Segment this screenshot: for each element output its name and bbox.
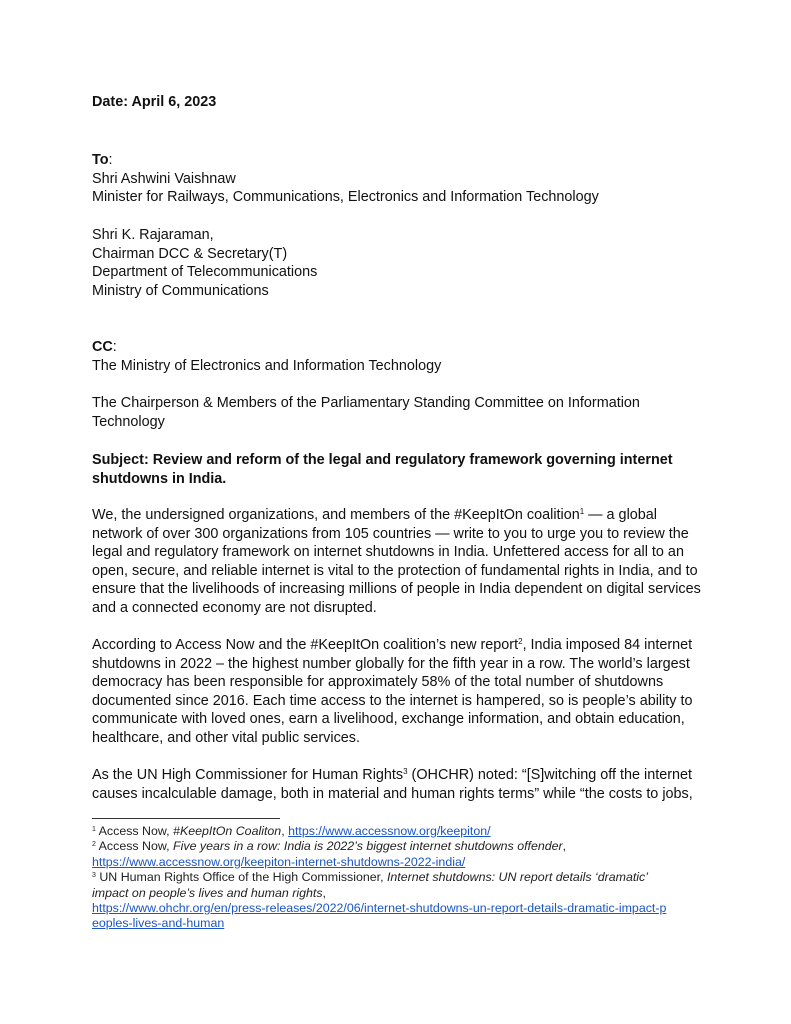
footnote-1-link[interactable]: https://www.accessnow.org/keepiton/	[288, 824, 491, 838]
footnote-1	[92, 824, 712, 839]
paragraph-1-text: We, the undersigned organizations, and members of the #KeepItOn coalition	[92, 507, 580, 523]
paragraph-3-text: As the UN High Commissioner for Human Rights	[92, 767, 404, 783]
footnote-3-title-line-2: impact on people’s lives and human rights	[92, 885, 323, 900]
cc-block	[92, 338, 712, 375]
recipient-2-ministry: Ministry of Communications	[92, 282, 269, 299]
date-line: Date: April 6, 2023	[92, 94, 217, 110]
subject-block	[92, 451, 712, 488]
paragraph-1-line-6: and a connected economy are not disrupted.	[92, 599, 377, 616]
footnote-1-sep: ,	[281, 824, 289, 838]
footnote-3-link-part-2[interactable]: eoples-lives-and-human	[92, 916, 225, 931]
recipient-2-block	[92, 226, 712, 300]
date-block	[92, 93, 712, 112]
footnote-2-title: Five years in a row: India is 2022’s biggest internet shutdowns offender	[173, 839, 563, 854]
recipient-2-title: Chairman DCC & Secretary(T)	[92, 245, 288, 262]
paragraph-2-line-4: documented since 2016. Each time access to the internet is hampered, so is people’s ability to	[92, 692, 693, 709]
cc-entry-2-line-1: The Chairperson & Members of the Parliamentary Standing Committee on Information	[92, 395, 640, 411]
cc-entry-2-line-2: Technology	[92, 413, 165, 430]
to-label: To	[92, 152, 109, 168]
footnote-3-number: 3	[92, 872, 96, 880]
paragraph-1-line-5: ensure that the livelihoods of increasing millions of people in India dependent on digital services	[92, 581, 701, 598]
paragraph-2-line-2: shutdowns in 2022 – the highest number globally for the fifth year in a row. The world’s largest	[92, 655, 690, 672]
cc-entry-1: The Ministry of Electronics and Information Technology	[92, 357, 442, 374]
recipient-2-name: Shri K. Rajaraman,	[92, 227, 214, 243]
paragraph-1	[92, 506, 712, 618]
footnote-3-link-line-2	[92, 916, 712, 931]
recipient-2-department: Department of Telecommunications	[92, 264, 318, 281]
footnotes	[92, 824, 712, 932]
footnote-1-number: 1	[92, 826, 96, 833]
paragraph-3-text-cont: (OHCHR) noted: “[S]witching off the internet	[407, 767, 693, 783]
paragraph-2-text: According to Access Now and the #KeepItOn coalition’s new report	[92, 637, 519, 653]
footnote-2	[92, 839, 712, 854]
footnote-3-title-line-1: Internet shutdowns: UN report details ‘dramatic’	[386, 870, 648, 885]
footnote-3-link-line-1	[92, 901, 712, 916]
paragraph-3-line-2: causes incalculable damage, both in material and human rights terms” while “the costs to jobs,	[92, 785, 693, 802]
cc-colon: :	[112, 339, 117, 355]
footnote-3-link-part-1[interactable]: https://www.ohchr.org/en/press-releases/2022/06/internet-shutdowns-un-report-details-dramatic-impact-p	[92, 901, 667, 916]
footnote-3-source: UN Human Rights Office of the High Commissioner,	[95, 870, 387, 885]
paragraph-2-line-1	[92, 636, 712, 655]
footnote-3-sep: ,	[322, 885, 326, 900]
paragraph-1-line-2: network of over 300 organizations from 105 countries — write to you to urge you to review the	[92, 525, 689, 542]
to-block	[92, 151, 712, 207]
paragraph-3-line-1	[92, 766, 712, 785]
paragraph-2-text-cont: , India imposed 84 internet	[522, 637, 693, 653]
paragraph-2-line-3: democracy has been responsible for approximately 58% of the total number of shutdowns	[92, 674, 664, 691]
cc-heading	[92, 338, 712, 357]
paragraph-1-line-1	[92, 506, 712, 525]
paragraph-1-line-4: open, secure, and reliable internet is vital to the protection of fundamental rights in India, and to	[92, 562, 698, 579]
footnote-ref-3[interactable]: 3	[403, 767, 408, 776]
cc-entry-2-block	[92, 394, 712, 431]
footnote-2-link-line	[92, 855, 712, 870]
cc-label: CC	[92, 339, 113, 355]
paragraph-3	[92, 766, 712, 803]
footnote-3	[92, 870, 712, 885]
footnote-separator	[92, 818, 280, 819]
footnote-2-number: 2	[92, 841, 96, 849]
subject-line-1: Subject: Review and reform of the legal and regulatory framework governing internet	[92, 452, 673, 468]
to-colon: :	[108, 152, 113, 168]
footnote-2-link[interactable]: https://www.accessnow.org/keepiton-internet-shutdowns-2022-india/	[92, 854, 466, 869]
recipient-1-name: Shri Ashwini Vaishnaw	[92, 170, 236, 187]
footnote-3-title-cont	[92, 886, 712, 901]
to-heading	[92, 151, 712, 170]
footnote-1-source: Access Now,	[95, 824, 174, 838]
paragraph-1-text-cont: — a global	[584, 507, 657, 523]
subject-line-2: shutdowns in India.	[92, 470, 227, 487]
paragraph-1-line-3: legal and regulatory framework on internet shutdowns in India. Unfettered access for all to an	[92, 544, 684, 561]
paragraph-2-line-5: communicate with loved ones, earn a livelihood, exchange information, and obtain education,	[92, 711, 685, 728]
footnote-ref-1[interactable]: 1	[579, 507, 585, 516]
footnote-2-sep: ,	[562, 839, 567, 854]
paragraph-2	[92, 636, 712, 748]
footnote-2-source: Access Now,	[95, 839, 174, 854]
footnote-ref-2[interactable]: 2	[518, 637, 523, 646]
footnote-1-title: #KeepItOn Coaliton	[173, 824, 282, 838]
paragraph-2-line-6: healthcare, and other vital public services.	[92, 729, 360, 746]
recipient-1-title: Minister for Railways, Communications, Electronics and Information Technology	[92, 189, 599, 206]
